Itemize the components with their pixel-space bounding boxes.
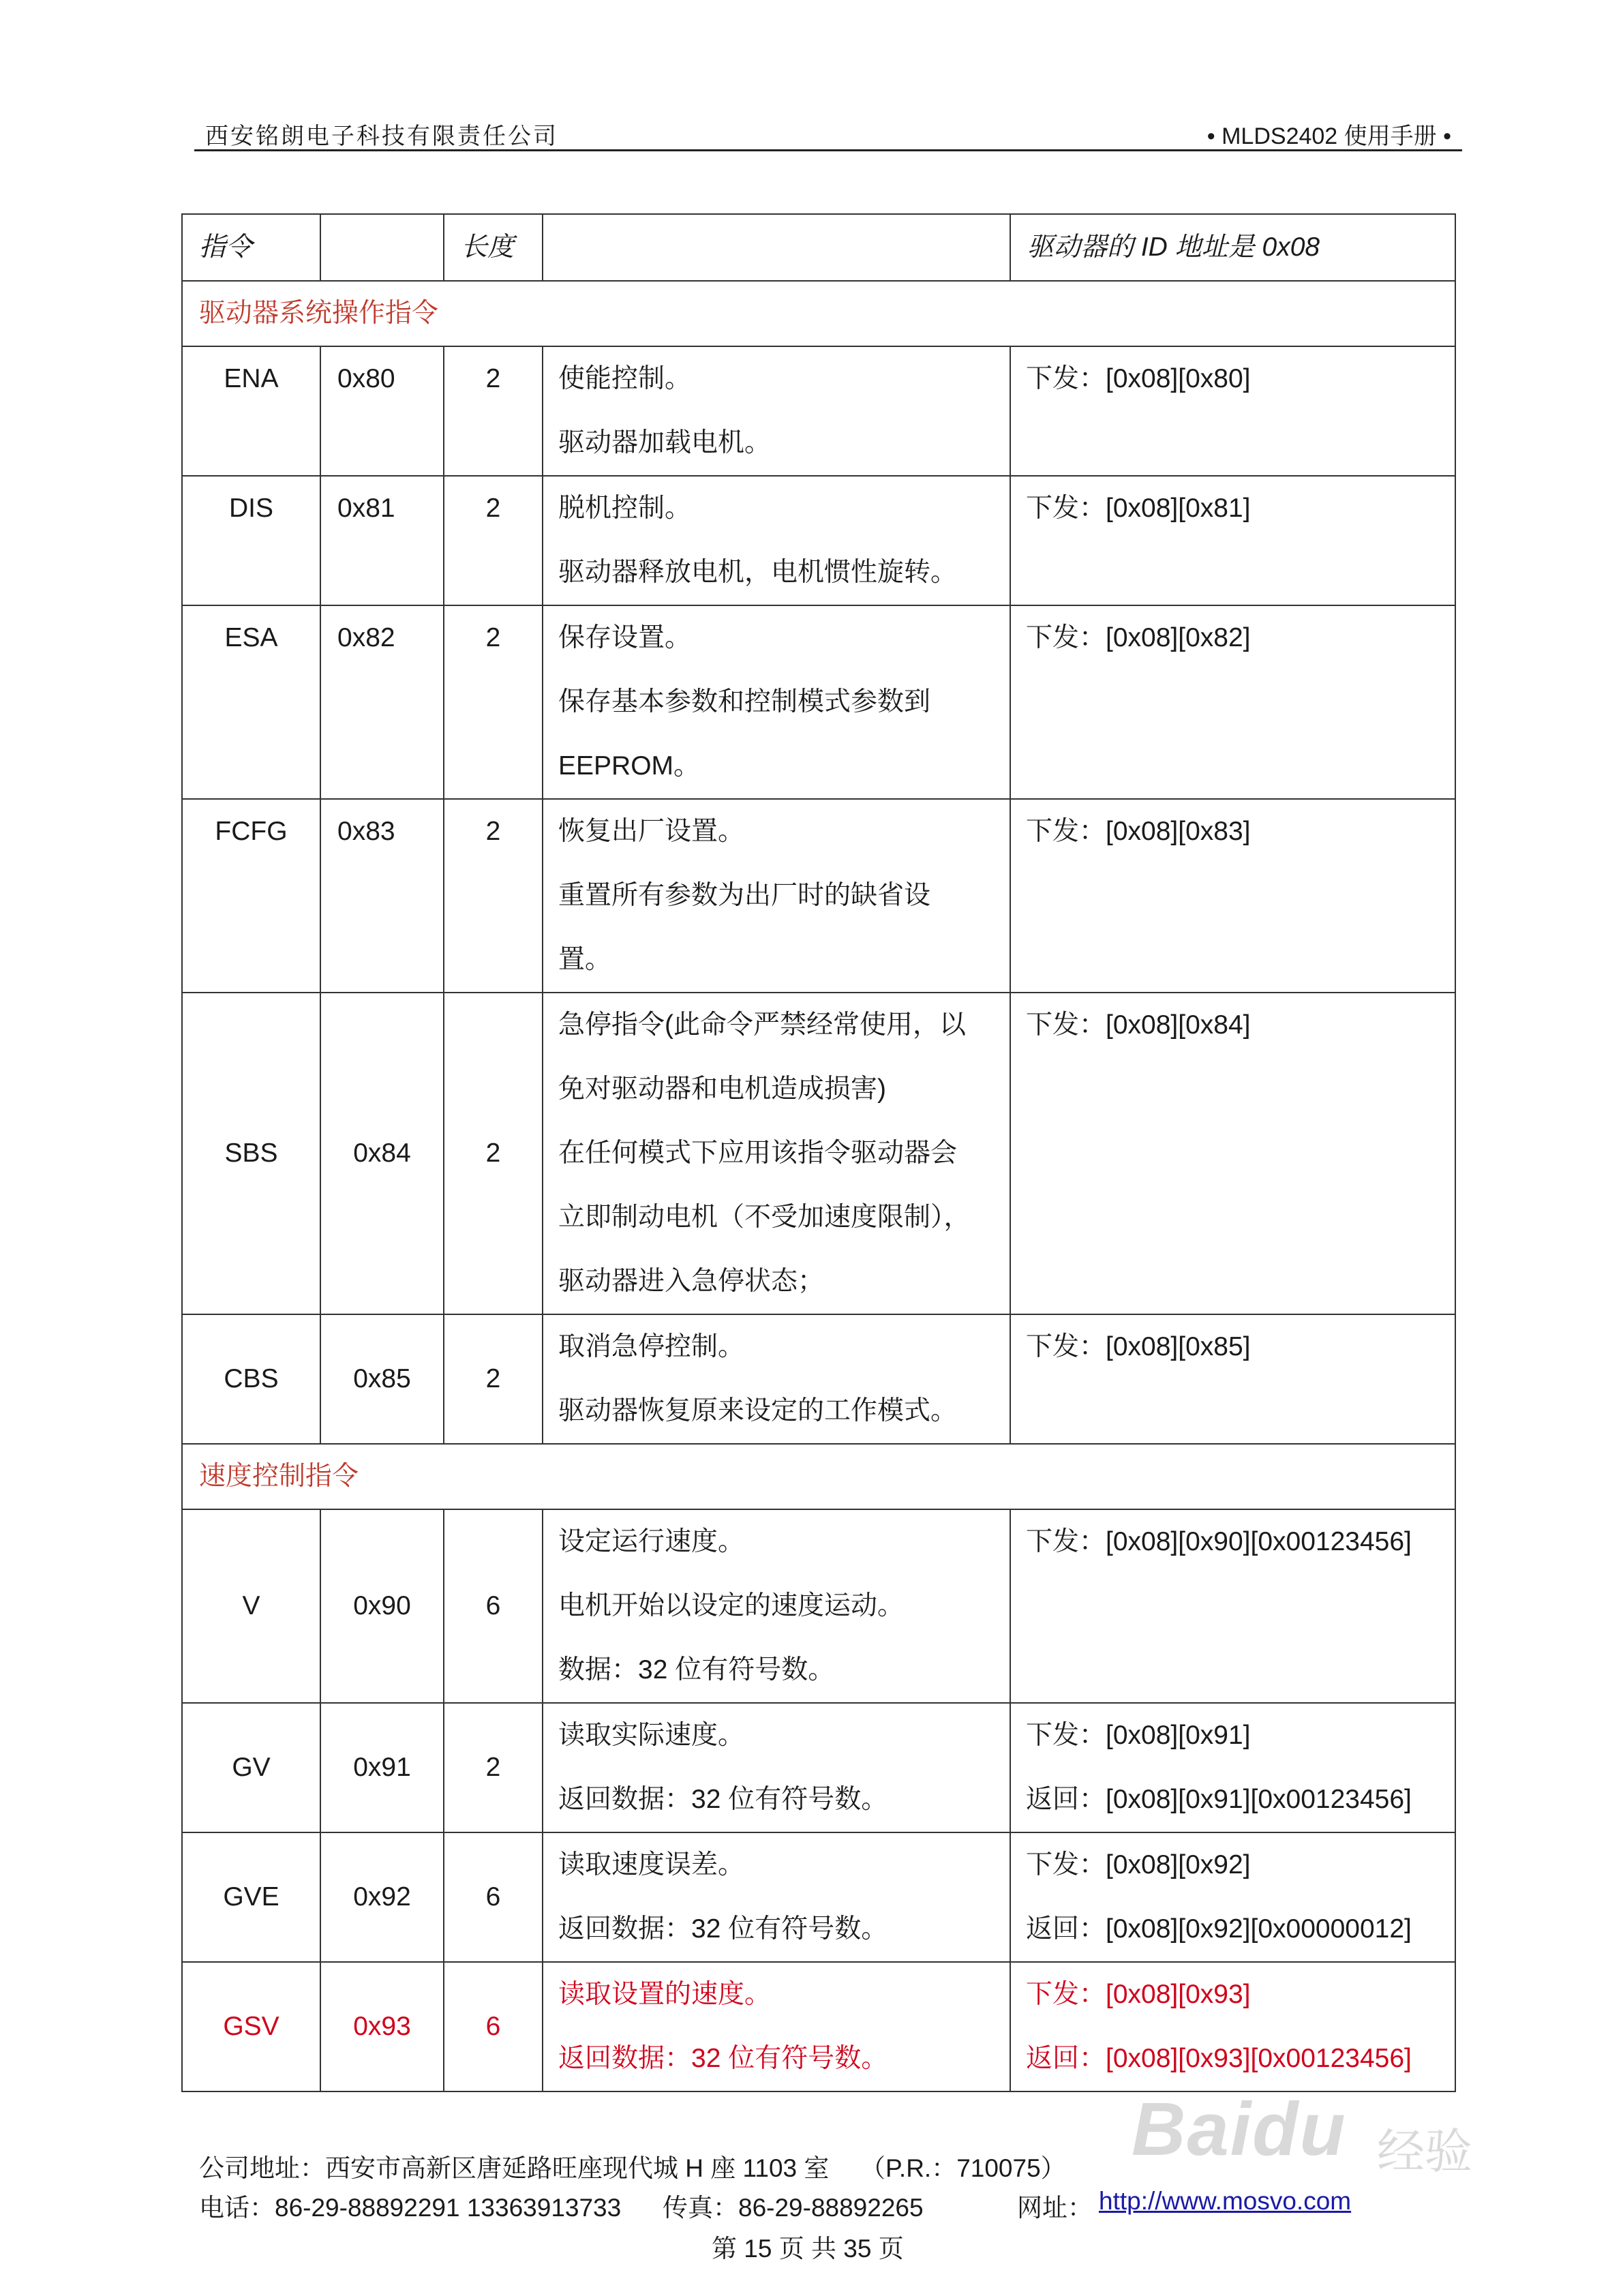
description-line: 在任何模式下应用该指令驱动器会 <box>558 1138 958 1168</box>
command-description <box>543 1962 1010 2091</box>
command-length: 2 <box>444 1314 543 1444</box>
command-frame <box>1010 993 1455 1314</box>
command-frame <box>1010 799 1455 993</box>
description-line: 返回数据：32 位有符号数。 <box>558 1914 888 1944</box>
command-code: 0x84 <box>320 993 444 1314</box>
command-length: 2 <box>444 476 543 605</box>
description-line: 保存基本参数和控制模式参数到 <box>558 687 931 716</box>
command-name: GSV <box>182 1962 320 2091</box>
table-row <box>182 1509 1455 1703</box>
company-name: 西安铭朗电子科技有限责任公司 <box>205 123 558 149</box>
frame-line: 下发：[0x08][0x90][0x00123456] <box>1026 1527 1412 1556</box>
command-frame <box>1010 1703 1455 1832</box>
table-row <box>182 1703 1455 1832</box>
command-length: 2 <box>444 1703 543 1832</box>
command-name: FCFG <box>182 799 320 993</box>
table-header-row <box>182 214 1455 281</box>
command-length: 2 <box>444 346 543 476</box>
description-line: 数据：32 位有符号数。 <box>558 1655 835 1685</box>
command-length: 6 <box>444 1832 543 1962</box>
command-description <box>543 1314 1010 1444</box>
command-frame <box>1010 1314 1455 1444</box>
table-row <box>182 799 1455 993</box>
command-table <box>181 213 1456 2092</box>
command-frame <box>1010 1509 1455 1703</box>
header-code <box>320 214 444 281</box>
page-number: 第 15 页 共 35 页 <box>712 2235 904 2263</box>
command-code: 0x81 <box>320 476 444 605</box>
command-frame <box>1010 1962 1455 2091</box>
command-code: 0x83 <box>320 799 444 993</box>
command-code: 0x90 <box>320 1509 444 1703</box>
frame-line: 下发：[0x08][0x81] <box>1026 494 1251 523</box>
command-description <box>543 1509 1010 1703</box>
frame-line: 下发：[0x08][0x93] <box>1026 1980 1251 2009</box>
frame-line: 下发：[0x08][0x92] <box>1026 1850 1251 1879</box>
command-name: ENA <box>182 346 320 476</box>
frame-line: 下发：[0x08][0x80] <box>1026 364 1251 393</box>
footer-web-link[interactable]: http://www.mosvo.com <box>1099 2187 1352 2215</box>
description-line: 电机开始以设定的速度运动。 <box>558 1591 905 1620</box>
command-description <box>543 346 1010 476</box>
description-line: 返回数据：32 位有符号数。 <box>558 1785 888 1814</box>
command-description <box>543 1832 1010 1962</box>
header-desc <box>543 214 1010 281</box>
description-line: 置。 <box>558 945 612 974</box>
command-name: CBS <box>182 1314 320 1444</box>
footer-postcode: （P.R.：710075） <box>860 2154 1066 2182</box>
command-length: 2 <box>444 993 543 1314</box>
command-length: 2 <box>444 605 543 799</box>
command-code: 0x80 <box>320 346 444 476</box>
manual-title: • MLDS2402 使用手册 • <box>1207 123 1451 149</box>
command-name: GV <box>182 1703 320 1832</box>
frame-line: 返回：[0x08][0x92][0x00000012] <box>1026 1914 1412 1944</box>
description-line: 读取实际速度。 <box>558 1721 745 1750</box>
command-frame <box>1010 1832 1455 1962</box>
header-address-note: 驱动器的 ID 地址是 0x08 <box>1010 214 1455 281</box>
command-name: GVE <box>182 1832 320 1962</box>
command-frame <box>1010 605 1455 799</box>
description-line: 驱动器进入急停状态； <box>558 1267 825 1296</box>
command-name: DIS <box>182 476 320 605</box>
table-row <box>182 993 1455 1314</box>
command-frame <box>1010 346 1455 476</box>
description-line: 驱动器加载电机。 <box>558 428 772 457</box>
header-length: 长度 <box>444 214 543 281</box>
frame-line: 下发：[0x08][0x85] <box>1026 1332 1251 1361</box>
table-row <box>182 1832 1455 1962</box>
command-name: SBS <box>182 993 320 1314</box>
description-line: 读取速度误差。 <box>558 1850 745 1879</box>
command-description <box>543 605 1010 799</box>
section-row <box>182 1444 1455 1509</box>
command-code: 0x85 <box>320 1314 444 1444</box>
frame-line: 返回：[0x08][0x93][0x00123456] <box>1026 2044 1412 2073</box>
description-line: 使能控制。 <box>558 364 692 393</box>
command-frame <box>1010 476 1455 605</box>
command-code: 0x91 <box>320 1703 444 1832</box>
description-line: 脱机控制。 <box>558 494 692 523</box>
table-row <box>182 605 1455 799</box>
header-cmd: 指令 <box>182 214 320 281</box>
description-line: 恢复出厂设置。 <box>558 817 745 846</box>
command-code: 0x82 <box>320 605 444 799</box>
baidu-watermark-logo: Baidu <box>1132 2087 1347 2171</box>
command-description <box>543 1703 1010 1832</box>
baidu-watermark-sub: 经验 <box>1377 2125 1472 2178</box>
section-title: 速度控制指令 <box>182 1444 1455 1509</box>
description-line: 免对驱动器和电机造成损害) <box>558 1074 886 1104</box>
frame-line: 下发：[0x08][0x84] <box>1026 1010 1251 1040</box>
description-line: 驱动器释放电机，电机惯性旋转。 <box>558 558 958 587</box>
description-line: EEPROM。 <box>558 751 701 781</box>
description-line: 设定运行速度。 <box>558 1527 745 1556</box>
description-line: 立即制动电机（不受加速度限制）， <box>558 1203 971 1232</box>
page-header <box>194 113 1462 151</box>
description-line: 保存设置。 <box>558 623 692 652</box>
frame-line: 返回：[0x08][0x91][0x00123456] <box>1026 1785 1412 1814</box>
header-rule <box>194 149 1462 151</box>
command-code: 0x93 <box>320 1962 444 2091</box>
footer-fax: 传真：86-29-88892265 <box>663 2194 924 2222</box>
section-title: 驱动器系统操作指令 <box>182 281 1455 346</box>
command-description <box>543 476 1010 605</box>
footer-web-label: 网址： <box>1017 2194 1093 2222</box>
frame-line: 下发：[0x08][0x82] <box>1026 623 1251 652</box>
description-line: 读取设置的速度。 <box>558 1980 772 2009</box>
table-row <box>182 1314 1455 1444</box>
footer-phone: 电话：86-29-88892291 13363913733 <box>199 2194 622 2222</box>
command-code: 0x92 <box>320 1832 444 1962</box>
description-line: 取消急停控制。 <box>558 1332 745 1361</box>
command-length: 2 <box>444 799 543 993</box>
table-row <box>182 1962 1455 2091</box>
command-length: 6 <box>444 1509 543 1703</box>
command-name: V <box>182 1509 320 1703</box>
command-table-body <box>182 214 1455 2091</box>
command-description <box>543 993 1010 1314</box>
command-description <box>543 799 1010 993</box>
description-line: 重置所有参数为出厂时的缺省设 <box>558 881 931 910</box>
table-row <box>182 346 1455 476</box>
frame-line: 下发：[0x08][0x91] <box>1026 1721 1251 1750</box>
description-line: 急停指令(此命令严禁经常使用，以 <box>558 1010 966 1040</box>
description-line: 返回数据：32 位有符号数。 <box>558 2044 888 2073</box>
footer-address: 公司地址：西安市高新区唐延路旺座现代城 H 座 1103 室 <box>199 2154 830 2182</box>
frame-line: 下发：[0x08][0x83] <box>1026 817 1251 846</box>
description-line: 驱动器恢复原来设定的工作模式。 <box>558 1396 958 1425</box>
section-row <box>182 281 1455 346</box>
command-length: 6 <box>444 1962 543 2091</box>
table-row <box>182 476 1455 605</box>
command-name: ESA <box>182 605 320 799</box>
